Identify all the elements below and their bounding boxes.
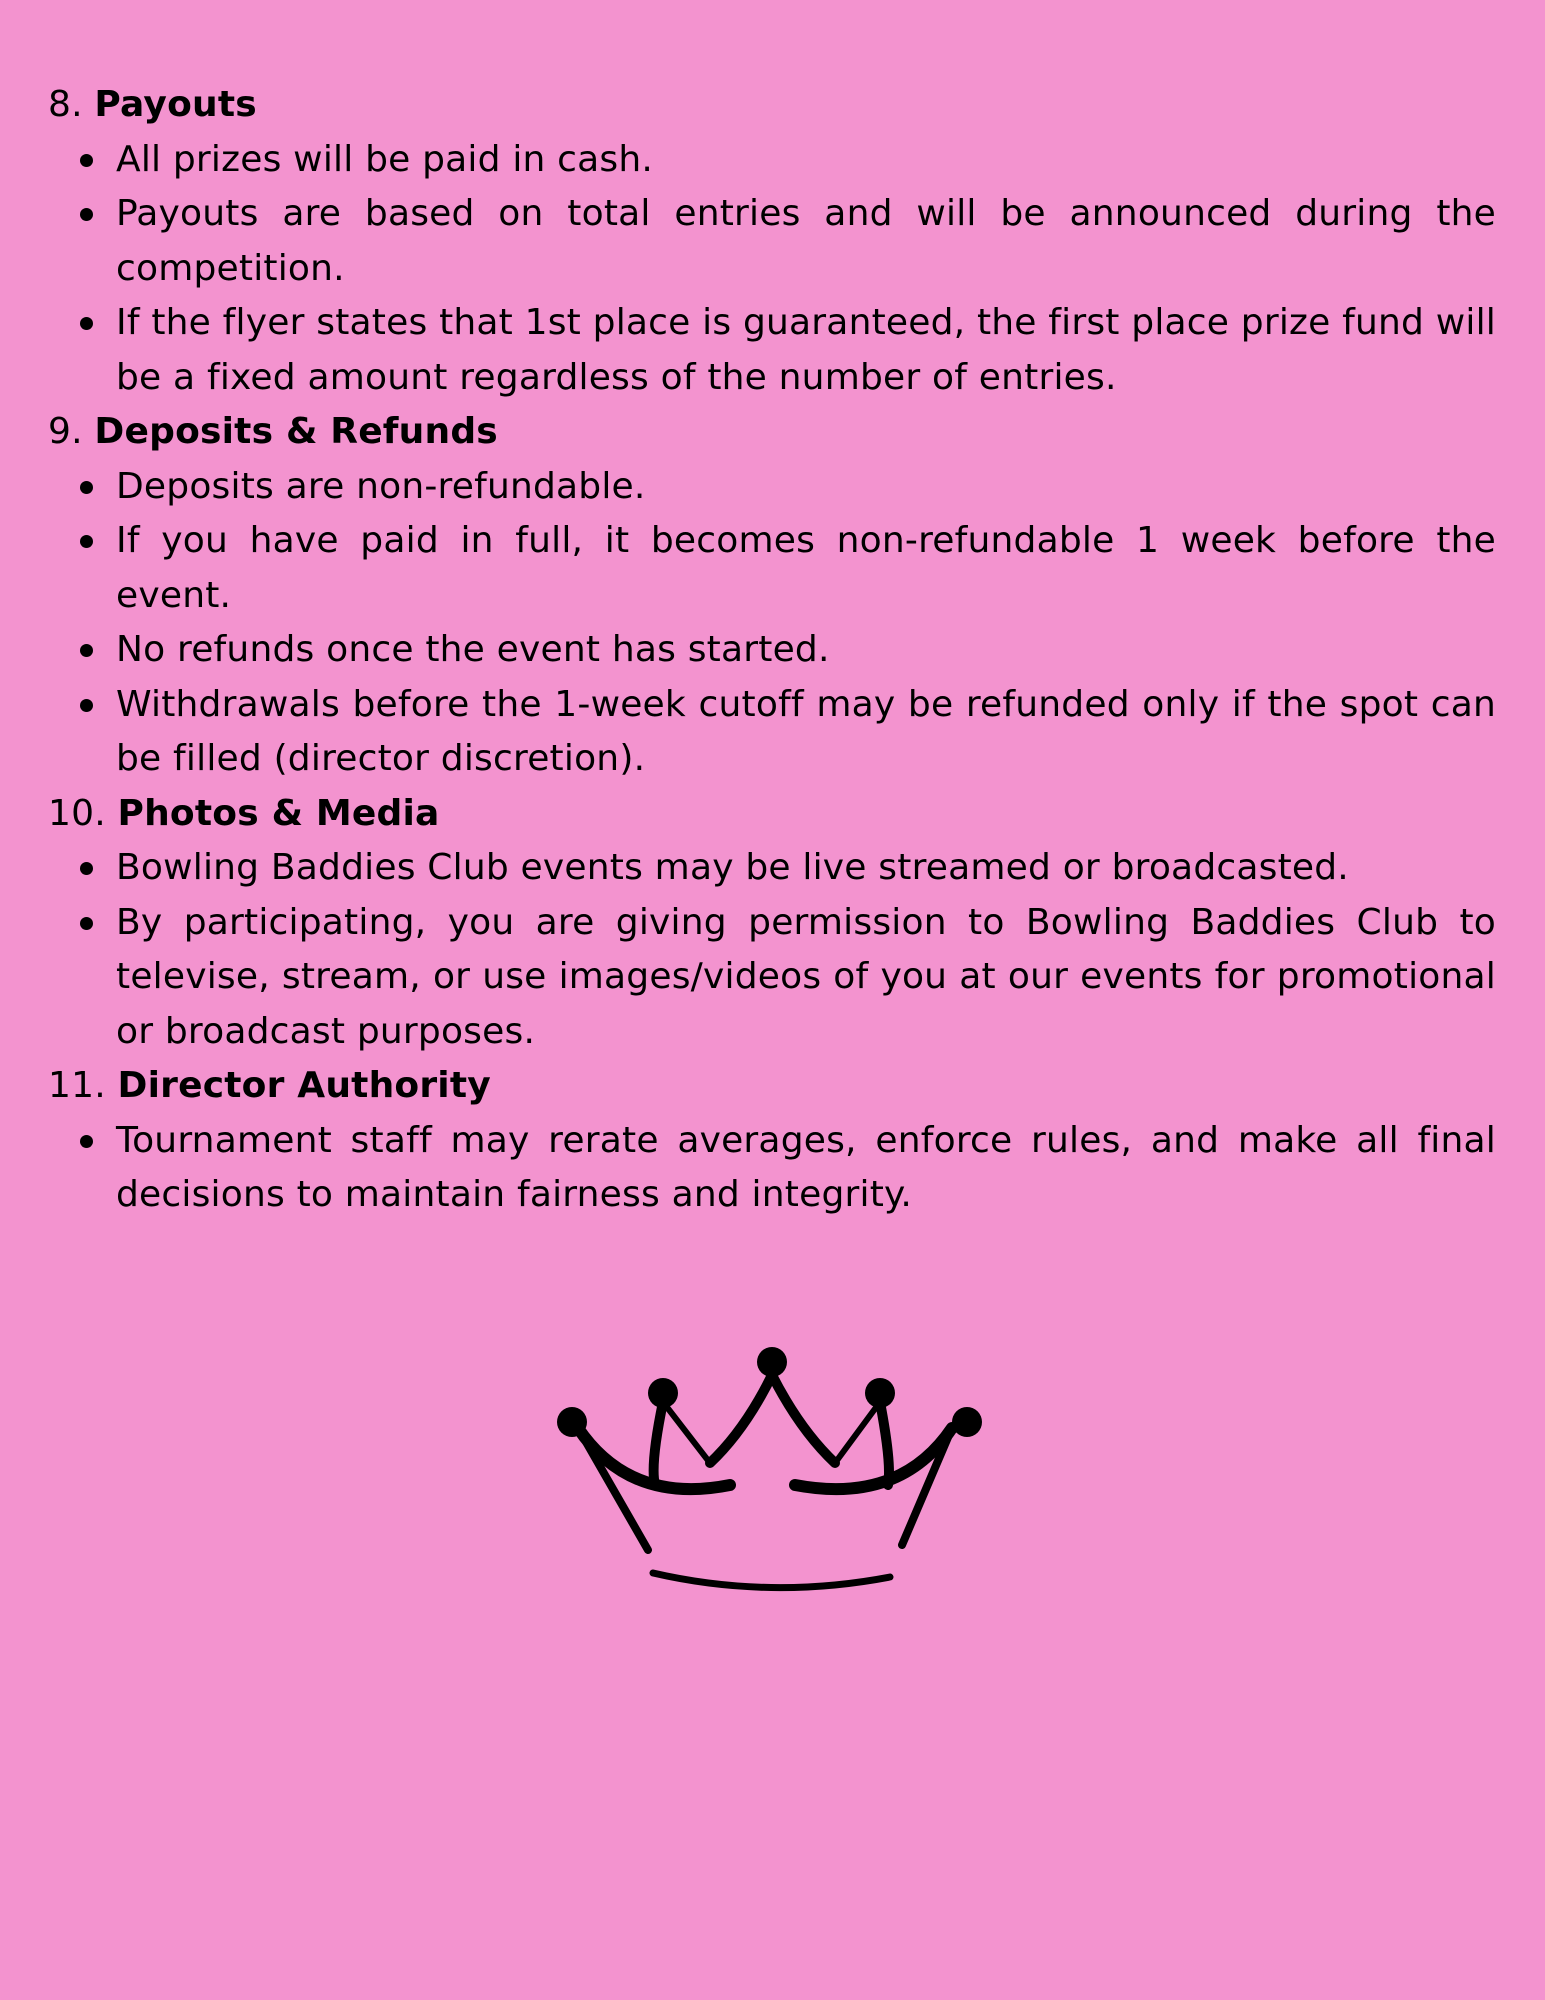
section-payouts [48,78,1496,405]
bullet-text: Withdrawals before the 1-week cutoff may be refunded only if the spot can be filled (director discretion). [116,683,1496,779]
section-title: Director Authority [117,1065,491,1106]
bullet-dot [80,862,93,875]
section-title: Payouts [94,84,257,125]
bullet-text: If the flyer states that 1st place is guaranteed, the first place prize fund will be a fixed amount regardless of the number of entries. [116,302,1496,398]
bullet-item [116,841,1496,896]
section-number: 9. [48,411,83,452]
bullet-dot [80,481,93,494]
bullet-dot [80,535,93,548]
bullet-text: If you have paid in full, it becomes non-refundable 1 week before the event. [116,520,1496,616]
bullet-item [116,460,1496,515]
section-number: 8. [48,84,83,125]
bullet-list [48,460,1496,787]
bullet-dot [80,317,93,330]
bullet-dot [80,154,93,167]
bullet-text: All prizes will be paid in cash. [116,138,654,180]
section-number: 11. [48,1065,106,1106]
bullet-text: By participating, you are giving permission to Bowling Baddies Club to televise, stream, or use images/videos of you at our events for promotional or broadcast purposes. [116,901,1496,1052]
section-title: Deposits & Refunds [94,411,498,452]
bullet-item [116,896,1496,1060]
section-heading [48,787,1496,842]
bullet-item [116,296,1496,405]
bullet-item [116,623,1496,678]
section-photos-media [48,787,1496,1060]
bullet-item [116,514,1496,623]
section-heading [48,78,1496,133]
crown-icon [550,1345,1000,1615]
section-number: 10. [48,792,106,834]
section-director-authority [48,1059,1496,1223]
section-heading [48,1059,1496,1114]
bullet-item [116,678,1496,787]
bullet-item [116,133,1496,188]
bullet-list [48,1114,1496,1223]
bullet-text: Payouts are based on total entries and will be announced during the competition. [116,193,1496,289]
bullet-list [48,841,1496,1059]
bullet-dot [80,1135,93,1148]
bullet-dot [80,699,93,712]
bullet-dot [80,644,93,657]
bullet-list [48,133,1496,406]
section-title: Photos & Media [117,792,440,834]
bullet-text: No refunds once the event has started. [116,629,830,670]
rules-list [48,78,1496,1223]
bullet-item [116,1114,1496,1223]
bullet-dot [80,208,93,221]
bullet-item [116,187,1496,296]
bullet-text: Tournament staff may rerate averages, enforce rules, and make all final decisions to maintain fairness and integrity. [116,1119,1496,1215]
bullet-text: Bowling Baddies Club events may be live streamed or broadcasted. [116,847,1349,888]
section-deposits-refunds [48,405,1496,787]
bullet-dot [80,917,93,930]
section-heading [48,405,1496,460]
bullet-text: Deposits are non-refundable. [116,465,646,507]
